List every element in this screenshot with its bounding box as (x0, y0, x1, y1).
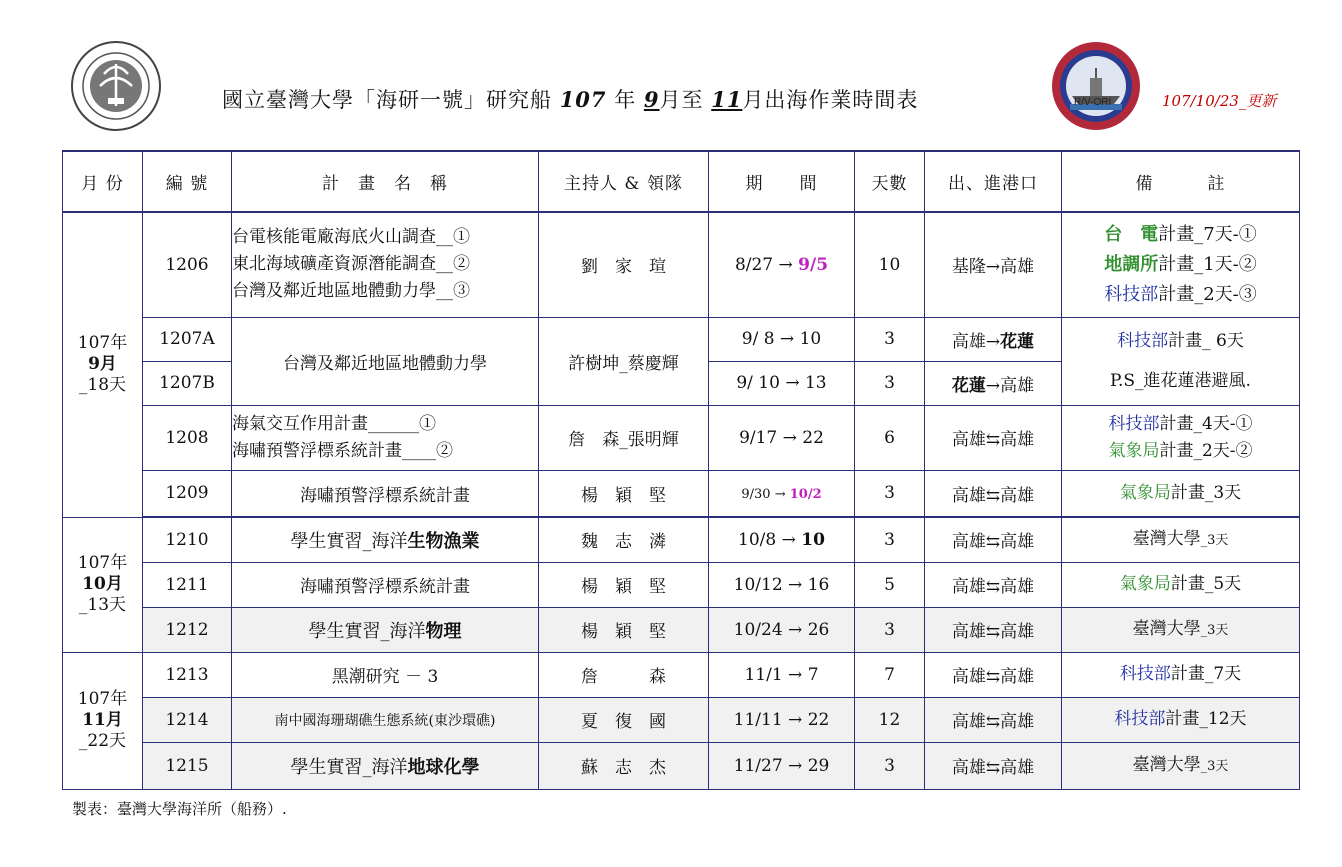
plan-name: 海氣交互作用計畫______① 海嘯預警浮標系統計畫____② (232, 405, 539, 470)
port: 高雄⇆高雄 (925, 652, 1062, 697)
project-id: 1207A (143, 317, 232, 361)
notes: 台 電計畫_7天-① 地調所計畫_1天-② 科技部計畫_2天-③ (1062, 212, 1300, 317)
schedule-table (62, 150, 1300, 790)
notes: 科技部計畫_7天 (1062, 652, 1300, 697)
footer-credit: 製表：臺灣大學海洋所（船務）. (72, 800, 287, 818)
period: 10/24 → 26 (709, 607, 855, 652)
project-id: 1210 (143, 517, 232, 562)
port: 高雄⇆高雄 (925, 742, 1062, 789)
col-header-plan: 計 畫 名 稱 (232, 151, 539, 212)
plan-name: 台電核能電廠海底火山調查__① 東北海域礦產資源潛能調查__② 台灣及鄰近地區地體動力學__③ (232, 212, 539, 317)
project-id: 1208 (143, 405, 232, 470)
period: 11/27 → 29 (709, 742, 855, 789)
project-id: 1212 (143, 607, 232, 652)
col-header-days: 天數 (855, 151, 925, 212)
plan-name: 海嘯預警浮標系統計畫 (232, 470, 539, 516)
period: 9/ 8 → 10 (709, 317, 855, 361)
pi-name: 詹 森 (539, 652, 709, 697)
table-row (63, 697, 1300, 742)
table-row (63, 212, 1300, 317)
pi-name: 蘇 志 杰 (539, 742, 709, 789)
port: 高雄⇆高雄 (925, 470, 1062, 516)
port: 高雄⇆高雄 (925, 517, 1062, 562)
project-id: 1207B (143, 361, 232, 405)
rv-ori-emblem-logo (1050, 40, 1142, 132)
port: 高雄→花蓮 (925, 317, 1062, 361)
days: 3 (855, 470, 925, 516)
period: 8/27 → 9/5 (709, 212, 855, 317)
days: 3 (855, 607, 925, 652)
days: 10 (855, 212, 925, 317)
col-header-pi: 主持人 & 領隊 (539, 151, 709, 212)
pi-name: 詹 森_張明輝 (539, 405, 709, 470)
plan-name: 學生實習_海洋生物漁業 (232, 517, 539, 562)
rv-ori-label: R/V-ORI (1074, 97, 1112, 108)
col-header-month: 月 份 (63, 151, 143, 212)
period: 11/11 → 22 (709, 697, 855, 742)
table-row (63, 470, 1300, 516)
period: 9/17 → 22 (709, 405, 855, 470)
col-header-port: 出、進港口 (925, 151, 1062, 212)
port: 花蓮→高雄 (925, 361, 1062, 405)
port: 高雄⇆高雄 (925, 405, 1062, 470)
days: 3 (855, 317, 925, 361)
port: 高雄⇆高雄 (925, 607, 1062, 652)
days: 3 (855, 742, 925, 789)
notes: 科技部計畫_12天 (1062, 697, 1300, 742)
plan-name: 海嘯預警浮標系統計畫 (232, 562, 539, 607)
month-cell-sep: 107年 9月 _18天 (63, 212, 143, 517)
project-id: 1215 (143, 742, 232, 789)
month-cell-oct: 107年 10月 _13天 (63, 517, 143, 652)
days: 12 (855, 697, 925, 742)
project-id: 1206 (143, 212, 232, 317)
period: 11/1 → 7 (709, 652, 855, 697)
table-row (63, 607, 1300, 652)
project-id: 1211 (143, 562, 232, 607)
port: 基隆→高雄 (925, 212, 1062, 317)
pi-name: 楊 穎 堅 (539, 607, 709, 652)
days: 5 (855, 562, 925, 607)
days: 7 (855, 652, 925, 697)
period: 10/8 → 10 (709, 517, 855, 562)
plan-name: 台灣及鄰近地區地體動力學 (232, 317, 539, 405)
plan-name: 黑潮研究 － 3 (232, 652, 539, 697)
table-row (63, 405, 1300, 470)
period: 10/12 → 16 (709, 562, 855, 607)
period: 9/ 10 → 13 (709, 361, 855, 405)
month-cell-nov: 107年 11月 _22天 (63, 652, 143, 789)
pi-name: 楊 穎 堅 (539, 562, 709, 607)
period: 9/30 → 10/2 (709, 470, 855, 516)
notes: 科技部計畫_4天-① 氣象局計畫_2天-② (1062, 405, 1300, 470)
days: 3 (855, 517, 925, 562)
col-header-notes: 備 註 (1062, 151, 1300, 212)
port: 高雄⇆高雄 (925, 697, 1062, 742)
notes: 臺灣大學_3天 (1062, 742, 1300, 789)
plan-name: 學生實習_海洋地球化學 (232, 742, 539, 789)
table-row (63, 317, 1300, 361)
table-row (63, 562, 1300, 607)
notes: 臺灣大學_3天 (1062, 517, 1300, 562)
table-row (63, 652, 1300, 697)
pi-name: 夏 復 國 (539, 697, 709, 742)
days: 6 (855, 405, 925, 470)
plan-name: 學生實習_海洋物理 (232, 607, 539, 652)
table-row (63, 742, 1300, 789)
plan-name: 南中國海珊瑚礁生態系統(東沙環礁) (232, 697, 539, 742)
project-id: 1213 (143, 652, 232, 697)
notes: 氣象局計畫_3天 (1062, 470, 1300, 516)
notes: 科技部計畫_ 6天 P.S_進花蓮港避風. (1062, 317, 1300, 405)
university-seal-logo (70, 40, 162, 132)
notes: 氣象局計畫_5天 (1062, 562, 1300, 607)
pi-name: 劉 家 瑄 (539, 212, 709, 317)
pi-name: 許樹坤_蔡慶輝 (539, 317, 709, 405)
page-title: 國立臺灣大學「海研一號」研究船 107 年 9月至 11月出海作業時間表 (222, 87, 919, 112)
update-date: 107/10/23_更新 (1162, 92, 1277, 110)
pi-name: 魏 志 潾 (539, 517, 709, 562)
col-header-number: 編 號 (143, 151, 232, 212)
project-id: 1209 (143, 470, 232, 516)
header-row (63, 151, 1300, 212)
table-row (63, 517, 1300, 562)
col-header-period: 期 間 (709, 151, 855, 212)
notes: 臺灣大學_3天 (1062, 607, 1300, 652)
days: 3 (855, 361, 925, 405)
port: 高雄⇆高雄 (925, 562, 1062, 607)
project-id: 1214 (143, 697, 232, 742)
pi-name: 楊 穎 堅 (539, 470, 709, 516)
